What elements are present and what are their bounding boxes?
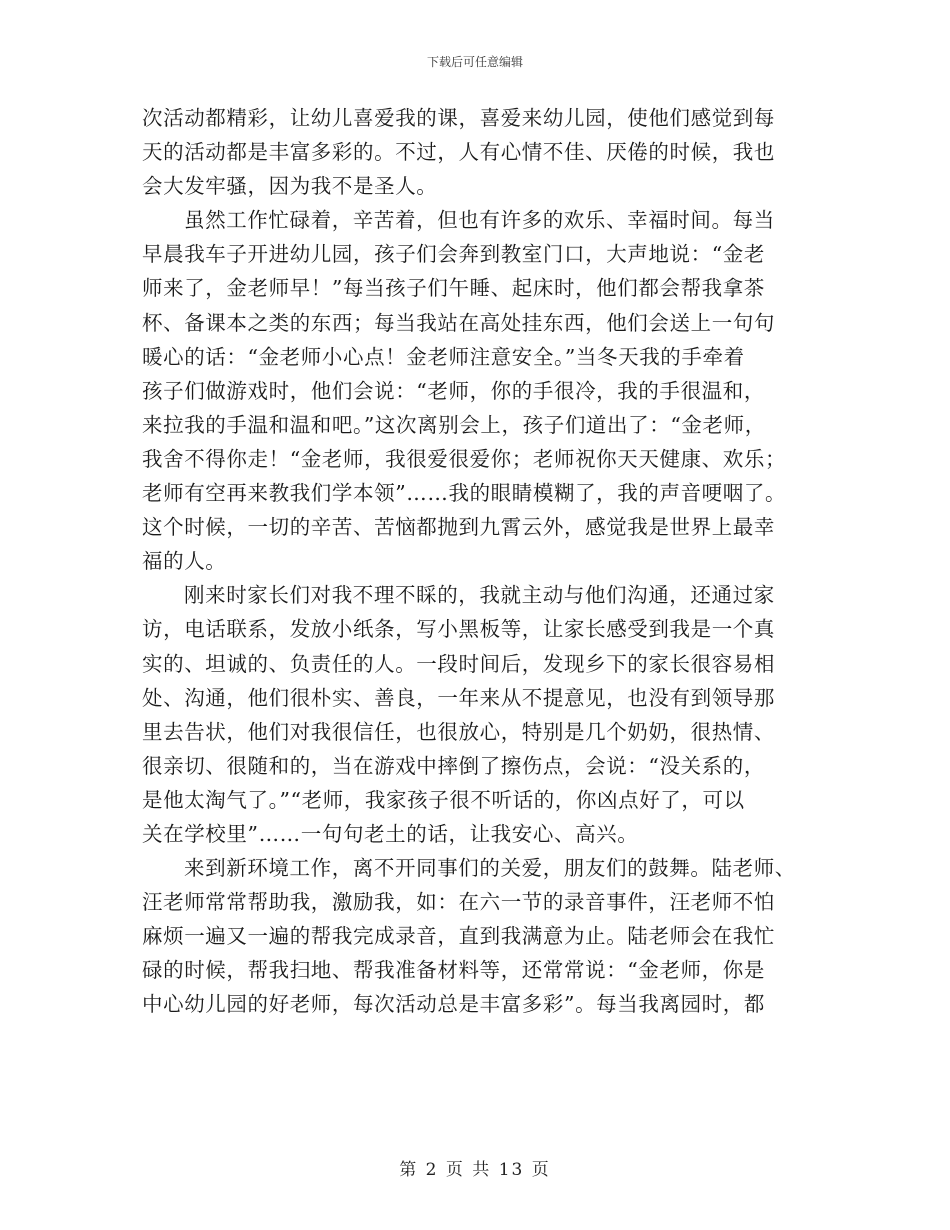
text-line: 麻烦一遍又一遍的帮我完成录音，直到我满意为止。陆老师会在我忙 [142,924,775,949]
text-line: 福的人。 [142,549,227,574]
text-line: 天的活动都是丰富多彩的。不过，人有心情不佳、厌倦的时候，我也 [142,140,775,165]
text-line: 这个时候，一切的辛苦、苦恼都抛到九霄云外，感觉我是世界上最幸 [142,515,775,540]
text-line: 来到新环境工作，离不开同事们的关爱，朋友们的鼓舞。陆老师、 [184,856,796,881]
text-line: 中心幼儿园的好老师，每次活动总是丰富多彩”。每当我离园时，都 [142,992,765,1017]
text-line: 是他太淘气了。”“老师，我家孩子很不听话的，你凶点好了，可以 [142,787,745,812]
document-body [142,101,812,1022]
text-line: 老师有空再来教我们学本领”……我的眼睛模糊了，我的声音哽咽了。 [142,481,787,506]
text-line: 虽然工作忙碌着，辛苦着，但也有许多的欢乐、幸福时间。每当 [184,208,775,233]
text-line: 关在学校里”……一句句老土的话，让我安心、高兴。 [142,821,639,846]
text-line: 我舍不得你走！“金老师，我很爱很爱你；老师祝你天天健康、欢乐； [142,446,787,471]
page-number: 第 2 页 共 13 页 [399,1160,551,1180]
page-header-note: 下载后可任意编辑 [426,55,523,69]
text-line: 会大发牢骚，因为我不是圣人。 [142,174,438,199]
text-line: 碌的时候，帮我扫地、帮我准备材料等，还常常说：“金老师，你是 [142,958,765,983]
text-line: 孩子们做游戏时，他们会说：“老师，你的手很冷，我的手很温和， [142,378,765,403]
text-line: 实的、坦诚的、负责任的人。一段时间后，发现乡下的家长很容易相 [142,651,775,676]
text-line: 来拉我的手温和温和吧。”这次离别会上，孩子们道出了：“金老师， [142,412,766,437]
text-line: 师来了，金老师早！”每当孩子们午睡、起床时，他们都会帮我拿茶 [142,276,765,301]
text-line: 早晨我车子开进幼儿园，孩子们会奔到教室门口，大声地说：“金老 [142,242,765,267]
text-line: 里去告状，他们对我很信任，也很放心，特别是几个奶奶，很热情、 [142,719,775,744]
text-line: 汪老师常常帮助我，激励我，如：在六一节的录音事件，汪老师不怕 [142,890,775,915]
text-line: 很亲切、很随和的，当在游戏中摔倒了擦伤点，会说：“没关系的， [142,753,765,778]
text-line: 暖心的话：“金老师小心点！金老师注意安全。”当冬天我的手牵着 [142,344,745,369]
text-line: 次活动都精彩，让幼儿喜爱我的课，喜爱来幼儿园，使他们感觉到每 [142,106,775,130]
text-line: 访，电话联系，发放小纸条，写小黑板等，让家长感受到我是一个真 [142,617,775,642]
text-line: 处、沟通，他们很朴实、善良，一年来从不提意见，也没有到领导那 [142,685,775,710]
text-line: 杯、备课本之类的东西；每当我站在高处挂东西，他们会送上一句句 [142,310,775,335]
text-line: 刚来时家长们对我不理不睬的，我就主动与他们沟通，还通过家 [184,583,775,608]
